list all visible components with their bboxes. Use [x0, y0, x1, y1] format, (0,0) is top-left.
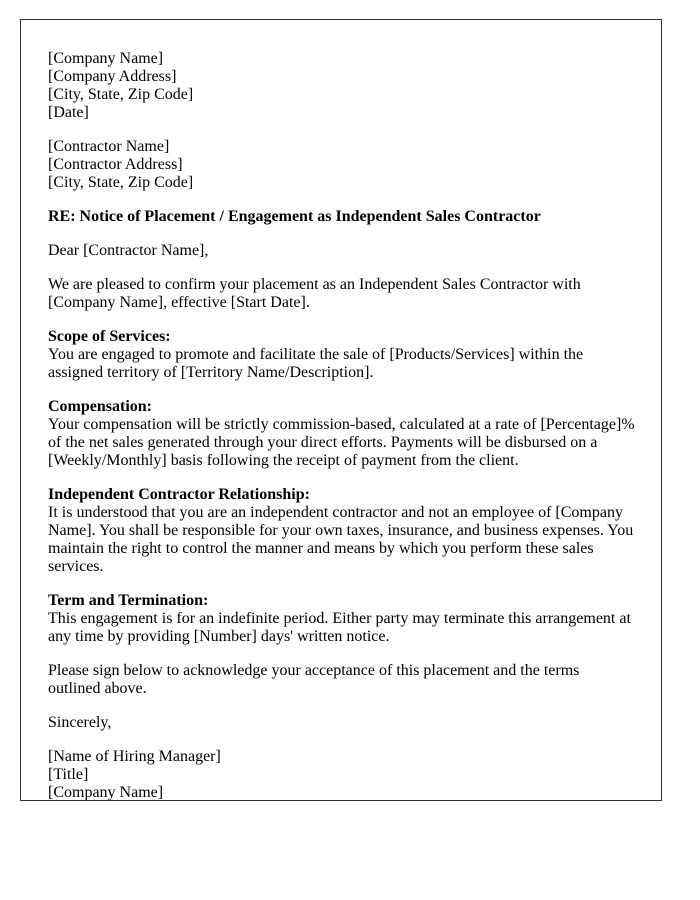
section-body-scope: You are engaged to promote and facilitate the sale of [Products/Services] within the assigned territory of [Territory Name/Description].: [48, 346, 584, 381]
recipient-contractor-address: [Contractor Address]: [48, 156, 183, 173]
section-scope-of-services: [48, 328, 635, 382]
letter-page: [20, 19, 662, 801]
section-term-and-termination: [48, 592, 635, 646]
section-heading-termination: Term and Termination:: [48, 592, 209, 609]
recipient-city-state-zip: [City, State, Zip Code]: [48, 174, 194, 191]
letter-date: [Date]: [48, 104, 89, 121]
section-heading-compensation: Compensation:: [48, 398, 153, 415]
recipient-contractor-name: [Contractor Name]: [48, 138, 170, 155]
section-body-termination: This engagement is for an indefinite period. Either party may terminate this arrangement at any time by providing [Number] days' written notice.: [48, 610, 631, 645]
sender-address-block: [48, 50, 635, 122]
intro-paragraph: We are pleased to confirm your placement as an Independent Sales Contractor with [Company Name], effective [Start Date].: [48, 276, 581, 311]
subject-text: RE: Notice of Placement / Engagement as Independent Sales Contractor: [48, 208, 541, 225]
subject-line: [48, 208, 635, 226]
signature-block: [48, 748, 635, 801]
recipient-address-block: [48, 138, 635, 192]
section-compensation: [48, 398, 635, 470]
signature-company-name: [Company Name]: [48, 784, 164, 801]
section-body-relationship: It is understood that you are an independent contractor and not an employee of [Company Name]. You shall be responsible for your own taxes, insurance, and business expenses. You maintain the right to control the manner and means by which you perform these sales services.: [48, 504, 634, 575]
sender-city-state-zip: [City, State, Zip Code]: [48, 86, 194, 103]
section-independent-contractor-relationship: [48, 486, 635, 576]
sender-company-name: [Company Name]: [48, 50, 164, 67]
section-heading-relationship: Independent Contractor Relationship:: [48, 486, 310, 503]
section-body-compensation: Your compensation will be strictly commission-based, calculated at a rate of [Percentage]% of the net sales generated through your direct efforts. Payments will be disbursed on a [Weekly/Monthly] basis following the receipt of payment from the client.: [48, 416, 635, 469]
signoff: Sincerely,: [48, 714, 112, 731]
closing-request-paragraph: Please sign below to acknowledge your acceptance of this placement and the terms outlined above.: [48, 662, 580, 697]
salutation: Dear [Contractor Name],: [48, 242, 209, 259]
signature-manager-name: [Name of Hiring Manager]: [48, 748, 221, 765]
section-heading-scope: Scope of Services:: [48, 328, 171, 345]
sender-company-address: [Company Address]: [48, 68, 177, 85]
signature-title: [Title]: [48, 766, 89, 783]
